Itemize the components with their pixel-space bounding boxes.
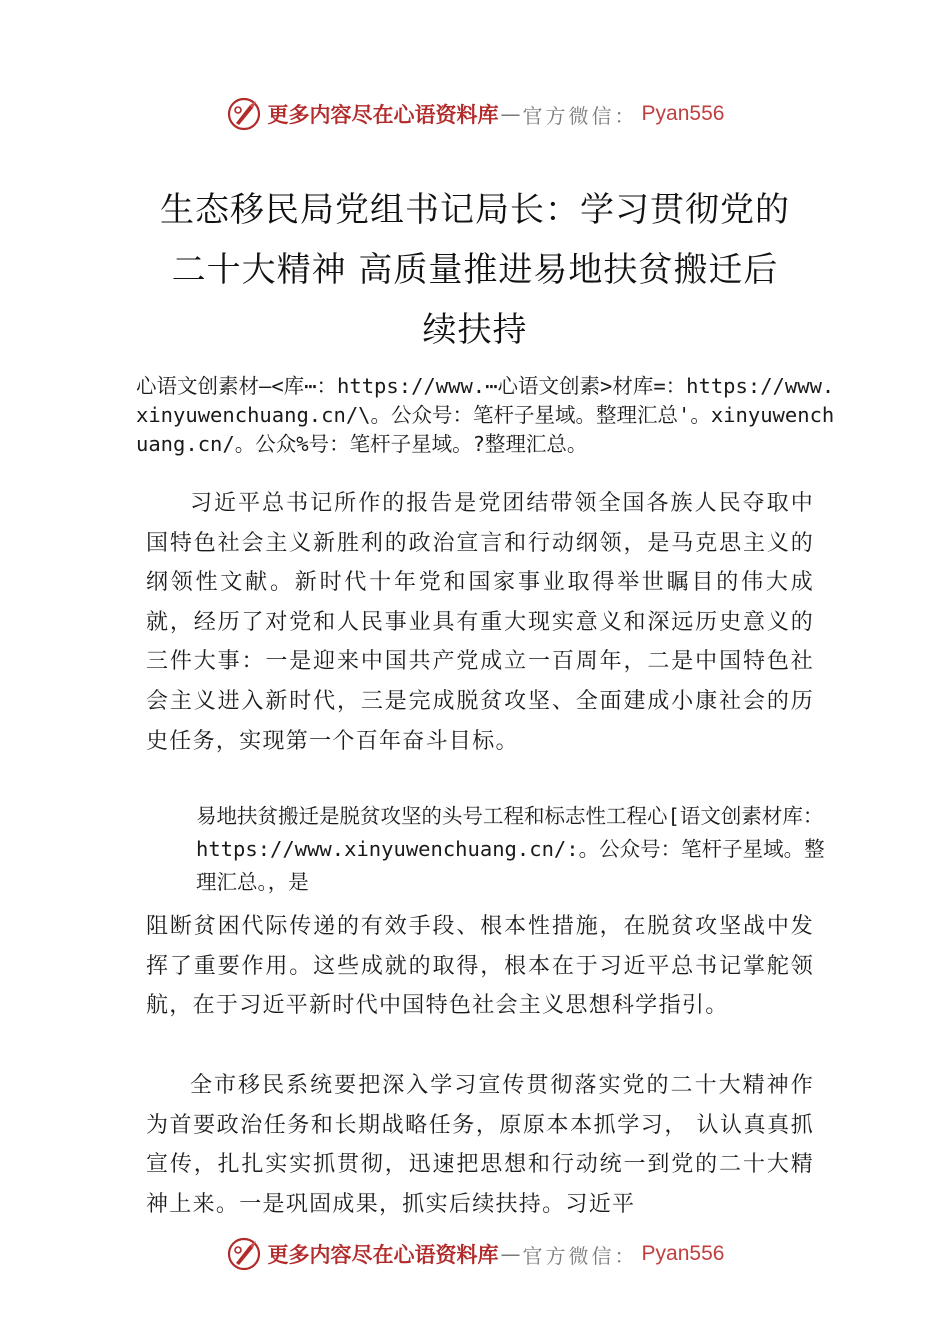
banner-official-label: 官方微信： xyxy=(522,1243,638,1268)
title-line-3: 续扶持 xyxy=(422,310,528,350)
source-watermark-text: 心语文创素材—<库⋯：https://www.⋯心语文创素>材库=：https://www.xinyuwenchuang.cn/\。公众号：笔杆子星域。整理汇总'。xinyuwenchuang.cn/。公众%号：笔杆子星域。?整理汇总。 xyxy=(136,374,835,456)
banner-main-text: 更多内容尽在心语资料库 xyxy=(267,102,499,127)
banner-wechat-id: Pyan556 xyxy=(641,102,725,125)
banner-dash: — xyxy=(500,1242,521,1266)
document-title xyxy=(120,180,830,360)
title-line-1: 生态移民局党组书记局长：学习贯彻党的 xyxy=(160,190,790,230)
body-paragraph-1: 习近平总书记所作的报告是党团结带领全国各族人民夺取中国特色社会主义新胜利的政治宣言和行动纲领，是马克思主义的纲领性文献。新时代十年党和国家事业取得举世瞩目的伟大成就，经历了对党和人民事业具有重大现实意义和深远历史意义的三件大事：一是迎来中国共产党成立一百周年，二是中国特色社会主义进入新时代，三是完成脱贫攻坚、全面建成小康社会的历史任务，实现第一个百年奋斗目标。 xyxy=(146,491,814,754)
banner-official-label: 官方微信： xyxy=(522,103,638,128)
header-banner xyxy=(0,92,950,136)
inline-watermark-paragraph: 易地扶贫搬迁是脱贫攻坚的头号工程和标志性工程心[语文创素材库：https://www.xinyuwenchuang.cn/:。公众号：笔杆子星域。整理汇总。，是 xyxy=(196,804,825,894)
footer-banner xyxy=(0,1232,950,1276)
banner-main-text: 更多内容尽在心语资料库 xyxy=(267,1242,499,1267)
quill-logo-icon xyxy=(226,1236,262,1272)
title-line-2: 二十大精神 高质量推进易地扶贫搬迁后 xyxy=(171,250,779,290)
banner-wechat-id: Pyan556 xyxy=(641,1242,725,1265)
quill-logo-icon xyxy=(226,96,262,132)
body-paragraph-2: 阻断贫困代际传递的有效手段、根本性措施，在脱贫攻坚战中发挥了重要作用。这些成就的取得，根本在于习近平总书记掌舵领航，在于习近平新时代中国特色社会主义思想科学指引。 xyxy=(146,914,814,1019)
banner-dash: — xyxy=(500,102,521,126)
body-paragraph-3: 全市移民系统要把深入学习宣传贯彻落实党的二十大精神作为首要政治任务和长期战略任务，原原本本抓学习， 认认真真抓宣传，扎扎实实抓贯彻，迅速把思想和行动统一到党的二十大精神上来。一是巩固成果，抓实后续扶持。习近平 xyxy=(146,1073,814,1217)
